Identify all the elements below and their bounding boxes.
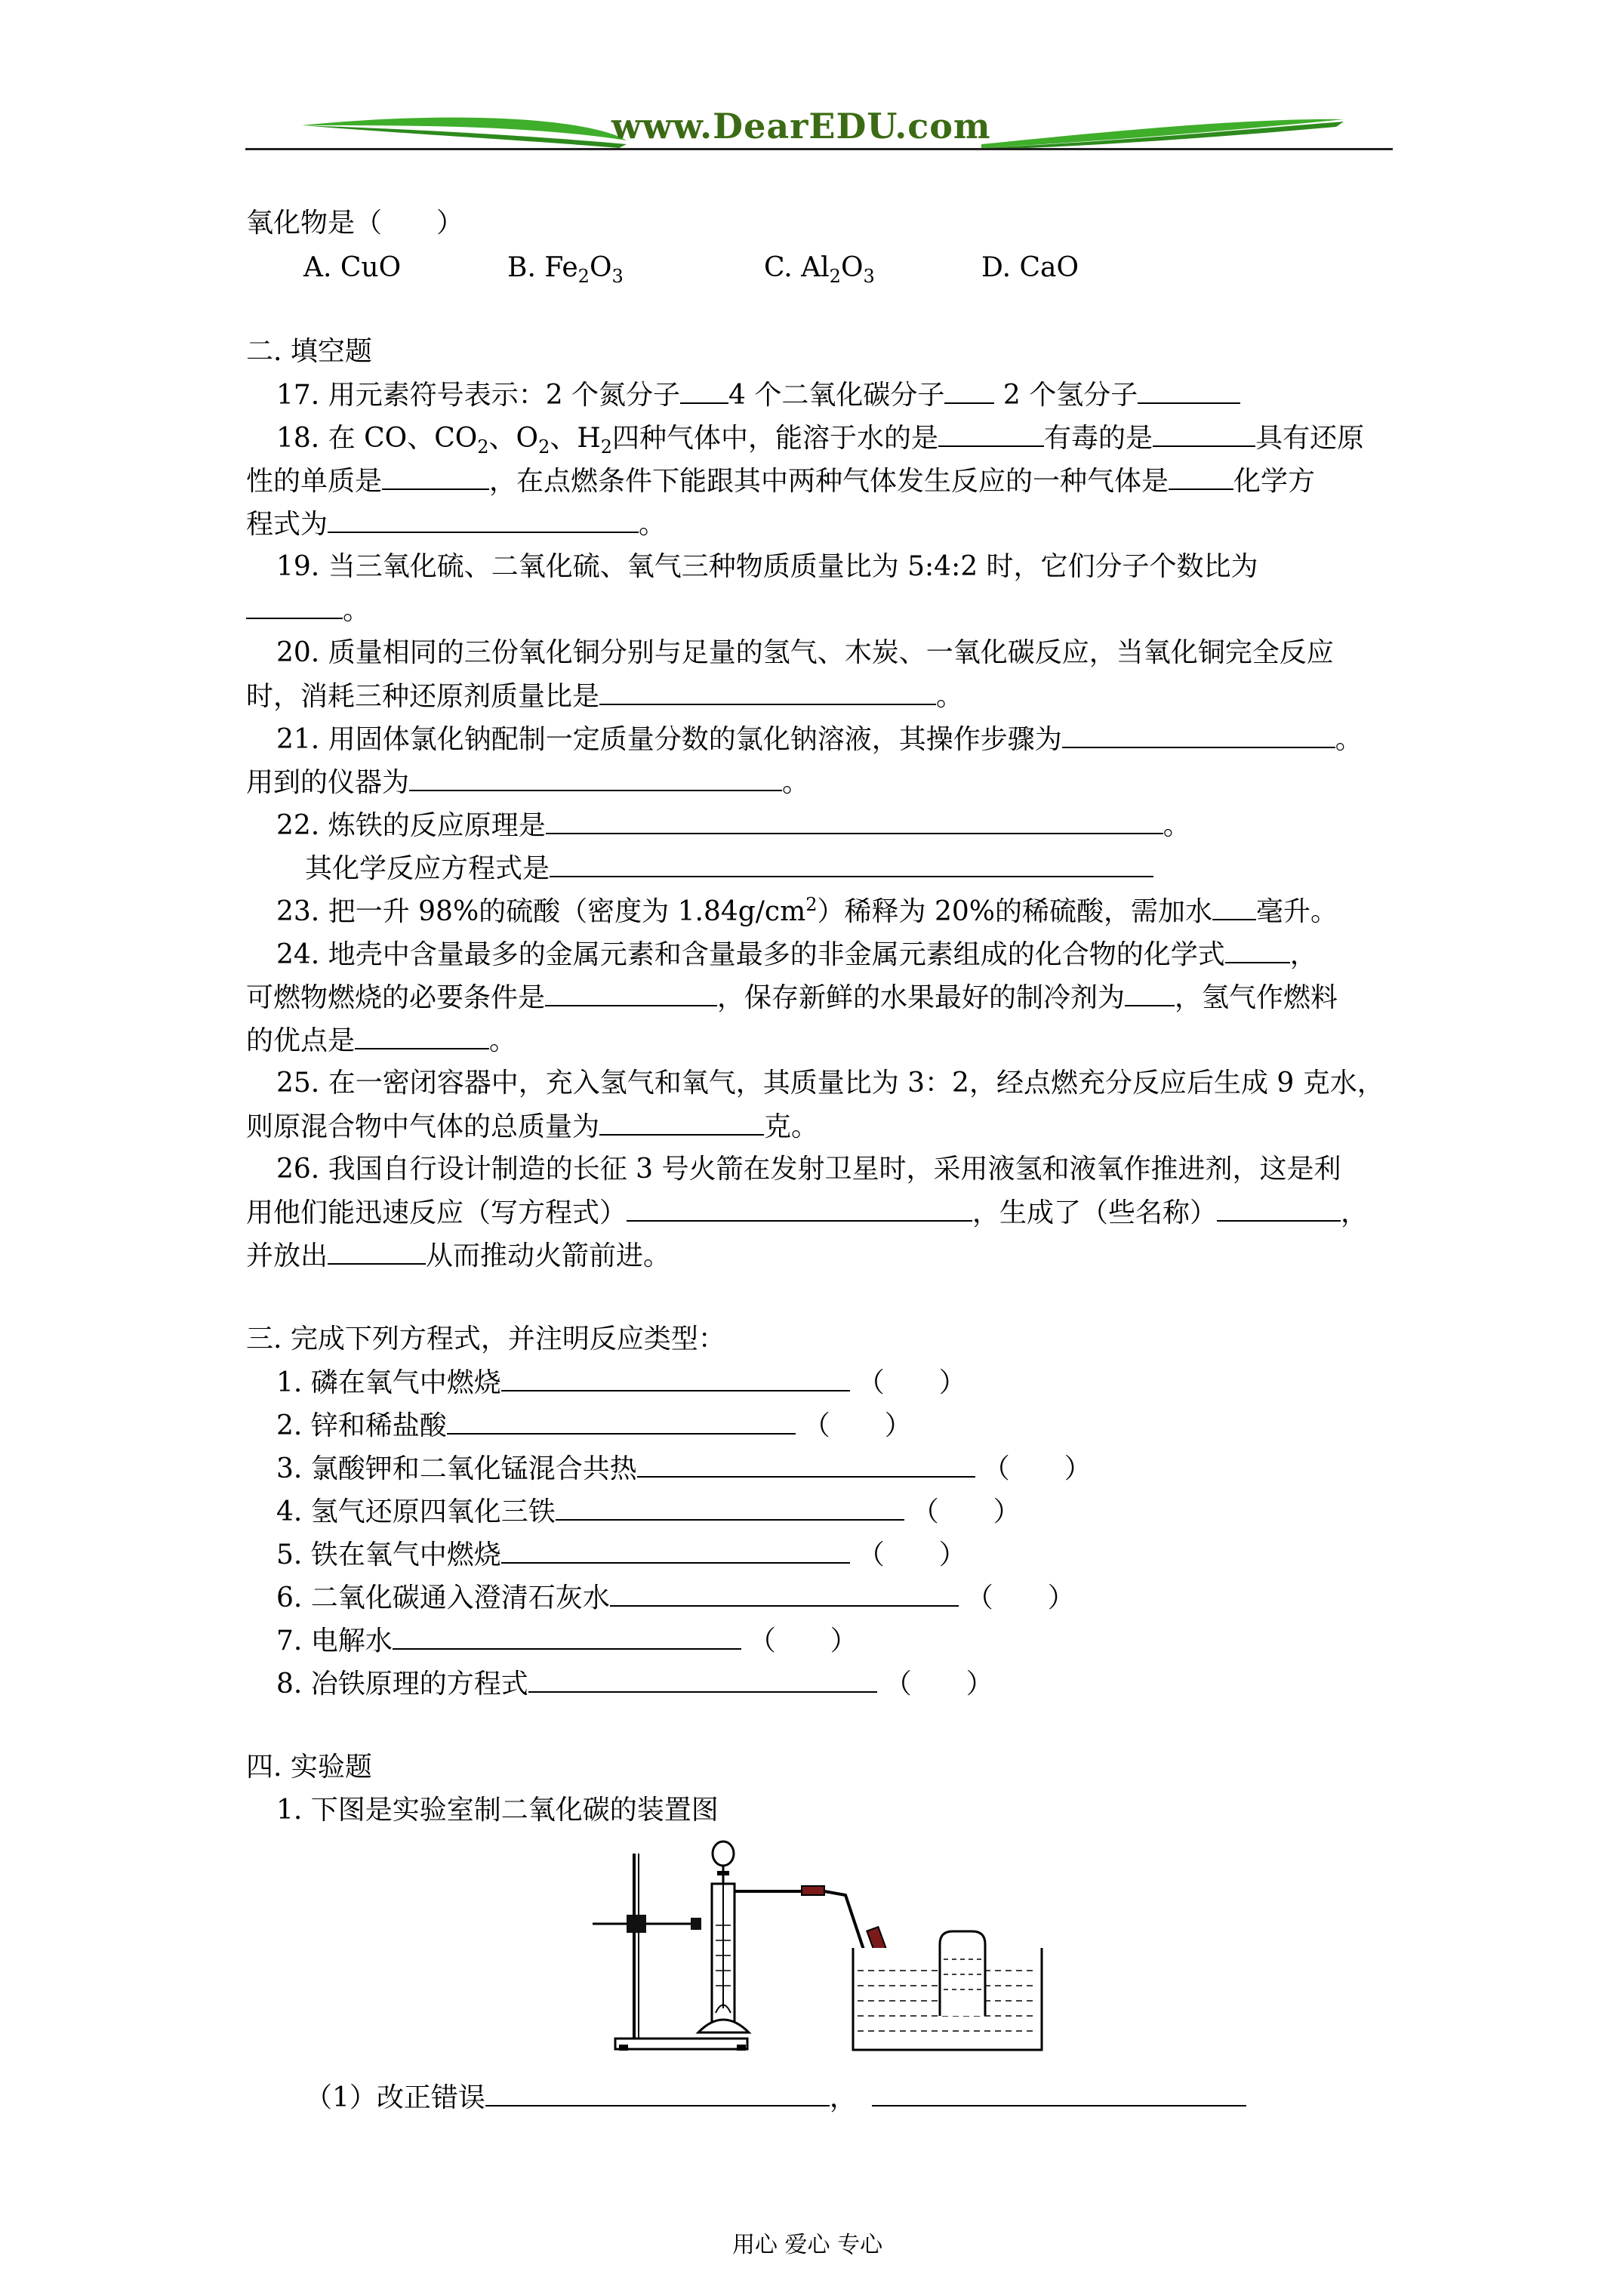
equation-item: 1. 磷在氧气中燃烧 （ ） xyxy=(276,1361,966,1404)
q20-line2: 时，消耗三种还原剂质量比是 。 xyxy=(246,675,963,718)
section2-title: 二. 填空题 xyxy=(246,336,372,367)
q26-line3: 并放出 从而推动火箭前进。 xyxy=(246,1234,670,1277)
header-logo-text: www.DearEDU.com xyxy=(611,106,991,146)
q19-line2: 。 xyxy=(246,589,370,632)
q16-option-d: D. CaO xyxy=(981,252,1079,283)
q21-line1: 21. 用固体氯化钠配制一定质量分数的氯化钠溶液，其操作步骤为 。 xyxy=(276,718,1363,761)
q16-tail: 氧化物是（ ） xyxy=(246,208,464,239)
section3-title: 三. 完成下列方程式，并注明反应类型： xyxy=(246,1324,725,1354)
q22-line1: 22. 炼铁的反应原理是 。 xyxy=(276,804,1190,847)
q25-line1: 25. 在一密闭容器中，充入氢气和氧气，其质量比为 3：2，经点燃充分反应后生成 9 克水， xyxy=(276,1068,1384,1099)
section4-title: 四. 实验题 xyxy=(246,1752,372,1783)
q25-line2: 则原混合物中气体的总质量为 克。 xyxy=(246,1105,818,1148)
q24-line1: 24. 地壳中含量最多的金属元素和含量最多的非金属元素组成的化合物的化学式 ， xyxy=(276,933,1317,976)
q16-option-c: C. $Al_2O_3$ xyxy=(764,252,875,288)
q17-blank-2 xyxy=(944,374,994,404)
q18-line3: 程式为 。 xyxy=(246,503,666,546)
equation-item: 7. 电解水 （ ） xyxy=(276,1620,858,1663)
q20-line1: 20. 质量相同的三份氧化铜分别与足量的氢气、木炭、一氧化碳反应，当氧化铜完全反应 xyxy=(276,637,1334,668)
equation-item: 8. 冶铁原理的方程式 （ ） xyxy=(276,1663,993,1706)
q18-line1: 18. 在 CO、$CO_2$、$O_2$、$H_2$四种气体中，能溶于水的是 有毒的是 具有还原 xyxy=(276,417,1364,460)
q22-line2: 其化学反应方程式是 xyxy=(305,847,1153,890)
q23: 23. 把一升 98%的硫酸（密度为 $1.84g/cm^2$）稀释为 20%的稀硫酸，需加水 毫升。 xyxy=(276,890,1338,933)
q17-blank-3 xyxy=(1138,374,1240,404)
q19-line1: 19. 当三氧化硫、二氧化硫、氧气三种物质质量比为 5:4:2 时，它们分子个数比为 xyxy=(276,551,1258,582)
q18-line2: 性的单质是 ，在点燃条件下能跟其中两种气体发生反应的一种气体是 化学方 xyxy=(246,460,1315,503)
q24-line3: 的优点是 。 xyxy=(246,1019,516,1062)
q16-option-a: A. CuO xyxy=(303,252,402,283)
q21-line2: 用到的仪器为 。 xyxy=(246,761,809,804)
q24-line2: 可燃物燃烧的必要条件是 ，保存新鲜的水果最好的制冷剂为 ，氢气作燃料 xyxy=(246,976,1338,1019)
equation-item: 3. 氯酸钾和二氧化锰混合共热 （ ） xyxy=(276,1447,1092,1490)
page-footer: 用心 爱心 专心 xyxy=(732,2232,883,2258)
equation-item: 5. 铁在氧气中燃烧 （ ） xyxy=(276,1533,966,1576)
co2-apparatus-diagram xyxy=(589,1835,1057,2061)
header-divider xyxy=(245,148,1393,150)
experiment-question-1: 1. 下图是实验室制二氧化碳的装置图 xyxy=(276,1795,719,1826)
q26-line1: 26. 我国自行设计制造的长征 3 号火箭在发射卫星时，采用液氢和液氧作推进剂，这是利 xyxy=(276,1154,1341,1185)
equation-item: 4. 氢气还原四氧化三铁 （ ） xyxy=(276,1490,1021,1533)
equation-item: 6. 二氧化碳通入澄清石灰水 （ ） xyxy=(276,1576,1075,1620)
q26-line2: 用他们能迅速反应（写方程式） ，生成了（些名称） ， xyxy=(246,1191,1368,1234)
q17-blank-1 xyxy=(680,374,728,404)
equation-item: 2. 锌和稀盐酸 （ ） xyxy=(276,1404,912,1447)
q17: 17. 用元素符号表示：2 个氮分子 4 个二氧化碳分子 2 个氢分子 xyxy=(276,374,1240,417)
experiment-question-1-part-1: （1）改正错误 ， xyxy=(305,2076,1246,2119)
q16-option-b: B. $Fe_2O_3$ xyxy=(507,252,624,288)
